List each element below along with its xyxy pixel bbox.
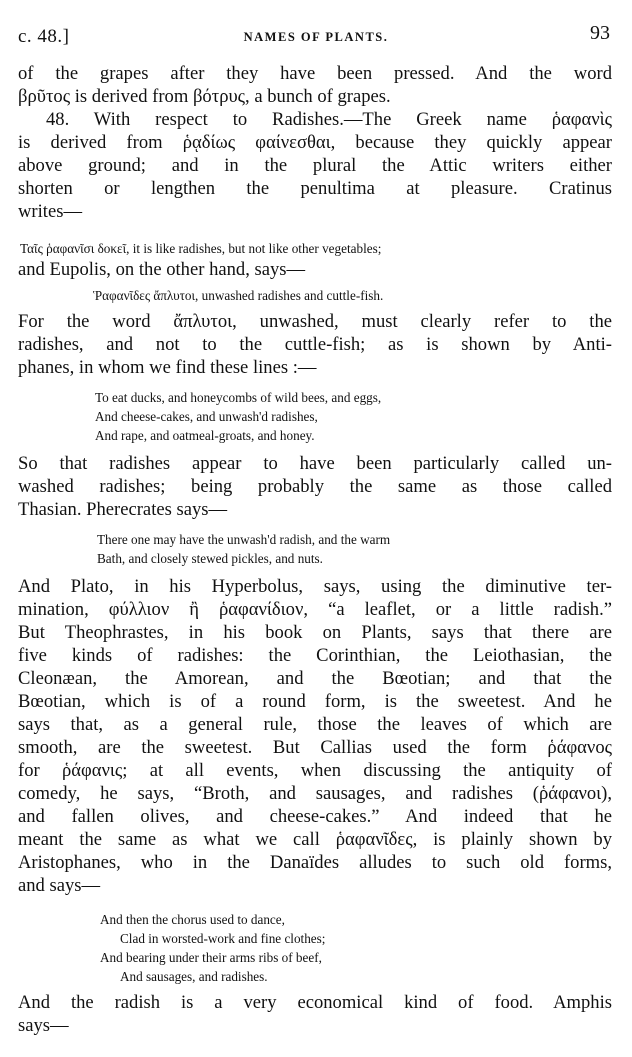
text-line: mination, φύλλιον ἢ ῥαφανίδιον, “a leaflet, or a little radish.” [18, 599, 612, 620]
text-line: above ground; and in the plural the Attic writers either [18, 155, 612, 176]
text-line: shorten or lengthen the penultima at pleasure. Cratinus [18, 178, 612, 199]
main-text-block-6 [18, 991, 612, 1037]
text-line: is derived from ῥᾳδίως φαίνεσθαι, because they quickly appear [18, 132, 612, 153]
text-line: 48. With respect to Radishes.—The Greek name ῥαφανὶς [46, 109, 612, 130]
verse-block [95, 388, 595, 445]
verse-line: And rape, and oatmeal-groats, and honey. [95, 428, 315, 443]
verse-line: And bearing under their arms ribs of beef, [100, 950, 322, 965]
verse-line: And cheese-cakes, and unwash'd radishes, [95, 409, 318, 424]
verse-line: To eat ducks, and honeycombs of wild bees, and eggs, [95, 390, 382, 405]
text-line: βρῦτος is derived from βότρυς, a bunch of grapes. [18, 86, 391, 107]
paragraph-radishes-intro [18, 108, 612, 223]
paragraph-amphis [18, 991, 612, 1037]
verse-antiphanes [95, 384, 595, 451]
quotation: Ῥαφανῖδες ἄπλυτοι, unwashed radishes and cuttle-fish. [93, 288, 384, 303]
page-number: 93 [590, 22, 610, 44]
text-line: washed radishes; being probably the same as those called [18, 476, 612, 497]
text-line: and Eupolis, on the other hand, says— [18, 259, 306, 280]
verse-line: There one may have the unwash'd radish, and the warm [97, 532, 391, 547]
text-line: smooth, are the sweetest. But Callias used the form ῥάφανος [18, 737, 612, 758]
verse-line: Bath, and closely stewed pickles, and nuts. [97, 551, 323, 566]
main-text-block-4 [18, 452, 612, 521]
text-line: comedy, he says, “Broth, and sausages, and radishes (ῥάφανοι), [18, 783, 612, 804]
text-line: five kinds of radishes: the Corinthian, the Leiothasian, the [18, 645, 612, 666]
chapter-reference: c. 48.] [18, 26, 70, 47]
verse-block [100, 910, 580, 986]
text-line: writes— [18, 201, 83, 222]
verse-pherecrates [97, 526, 597, 574]
quote-cratinus [18, 232, 612, 260]
text-line: Thasian. Pherecrates says— [18, 499, 228, 520]
text-line: But Theophrastes, in his book on Plants, says that there are [18, 622, 612, 643]
verse-line: And sausages, and radishes. [120, 969, 268, 984]
text-line: and says— [18, 875, 101, 896]
text-line: says that, as a general rule, those the leaves of which are [18, 714, 612, 735]
text-line: says— [18, 1015, 69, 1036]
paragraph-plato-theophrastes [18, 575, 612, 897]
running-header [18, 22, 614, 52]
text-line: and fallen olives, and cheese-cakes.” And indeed that he [18, 806, 612, 827]
main-text-block-5 [18, 575, 612, 897]
paragraph-grapes [18, 62, 612, 108]
main-text-block-1 [18, 62, 612, 223]
verse-block [97, 530, 597, 568]
text-line: phanes, in whom we find these lines :— [18, 357, 317, 378]
text-line: of the grapes after they have been pressed. And the word [18, 63, 612, 84]
text-line: for ῥάφανις; at all events, when discussing the antiquity of [18, 760, 612, 781]
verse-line: And then the chorus used to dance, [100, 912, 285, 927]
quotation: Ταῖς ῥαφανῖσι δοκεῖ, it is like radishes, but not like other vegetables; [20, 241, 382, 256]
verse-line: Clad in worsted-work and fine clothes; [120, 931, 326, 946]
verse-aristophanes [100, 906, 580, 992]
main-text-block-2 [18, 258, 612, 281]
text-line: meant the same as what we call ῥαφανῖδες, is plainly shown by [18, 829, 612, 850]
paragraph-eupolis [18, 258, 612, 281]
text-line: So that radishes appear to have been particularly called un- [18, 453, 612, 474]
paragraph-word-aplutoi [18, 310, 612, 379]
text-line: radishes, and not to the cuttle-fish; as is shown by Anti- [18, 334, 612, 355]
text-line: For the word ἄπλυτοι, unwashed, must clearly refer to the [18, 311, 612, 332]
main-text-block-3 [18, 310, 612, 379]
text-line: And the radish is a very economical kind of food. Amphis [18, 992, 612, 1013]
text-line: And Plato, in his Hyperbolus, says, using the diminutive ter- [18, 576, 612, 597]
text-line: Bœotian, which is of a round form, is the sweetest. And he [18, 691, 612, 712]
text-line: Cleonæan, the Amorean, and the Bœotian; and that the [18, 668, 612, 689]
paragraph-unwashed [18, 452, 612, 521]
running-title: NAMES OF PLANTS. [243, 30, 389, 44]
text-line: Aristophanes, who in the Danaïdes alludes to such old forms, [18, 852, 612, 873]
quote-eupolis [18, 284, 612, 307]
